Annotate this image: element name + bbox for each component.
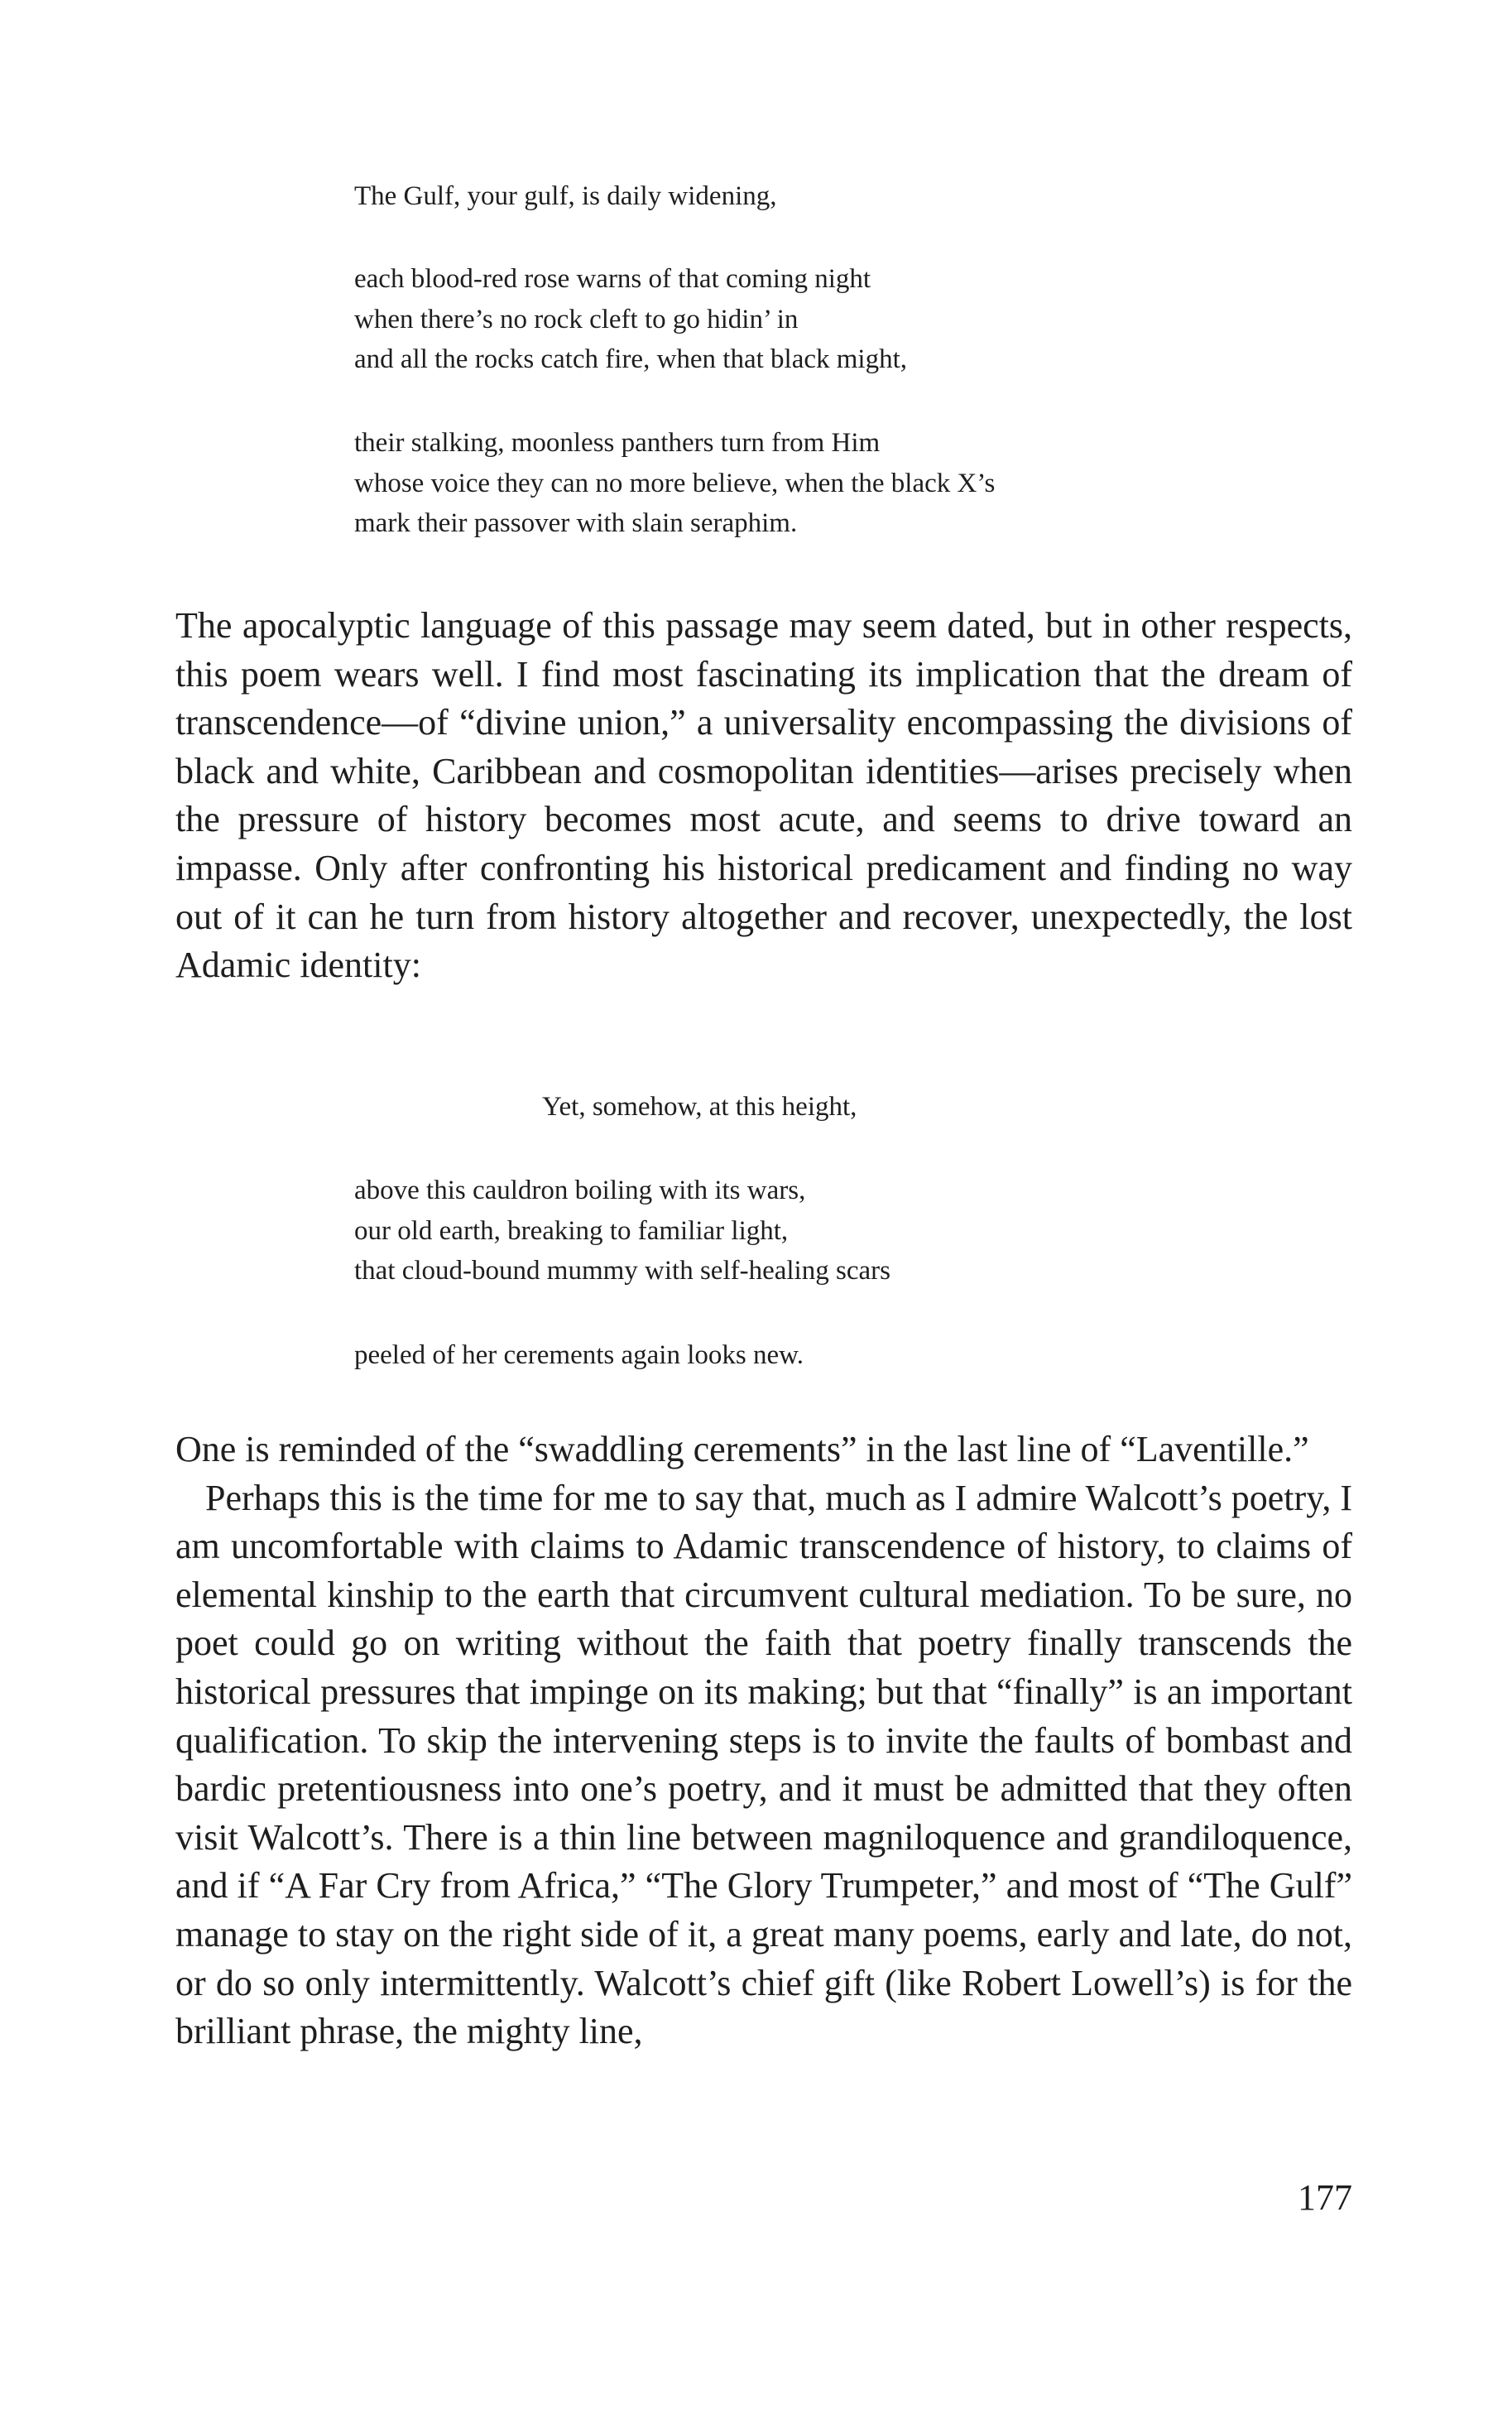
commentary-paragraph: One is reminded of the “swaddling cerements” in the last line of “Laventille.” [175,1429,1309,1469]
poem-1-stanza-3 [354,423,995,544]
poem-line: peeled of her cerements again looks new. [354,1340,804,1370]
poem-line: their stalking, moonless panthers turn from Him [354,428,881,458]
poem-line: each blood-red rose warns of that coming night [354,264,871,294]
poem-line: mark their passover with slain seraphim. [354,508,798,538]
poem-1-stanza-1 [354,176,777,217]
poem-2-stanza-3 [354,1335,804,1376]
poem-1-stanza-2 [354,259,907,380]
poem-line: The Gulf, your gulf, is daily widening, [354,181,777,211]
commentary-paragraph: The apocalyptic language of this passage may seem dated, but in other respects, this poem wears well. I find most fascinating its implication that the dream of transcendence—of “divine union,” a universality encompassing the divisions of black and white, Caribbean and cosmopolitan identities—arises precisely when the pressure of history becomes most acute, and seems to drive toward an impasse. Only after confronting his historical predicament and finding no way out of it can he turn from history altogether and recover, unexpectedly, the lost Adamic identity: [175,605,1352,986]
commentary-block-1 [175,602,1352,990]
poem-line: and all the rocks catch fire, when that black might, [354,344,908,374]
poem-line: our old earth, breaking to familiar light, [354,1215,789,1246]
commentary-block-2 [175,1426,1352,2056]
page-number: 177 [1298,2177,1352,2218]
poem-line: whose voice they can no more believe, when the black X’s [354,468,996,498]
poem-line: that cloud-bound mummy with self-healing scars [354,1256,890,1286]
poem-line: Yet, somehow, at this height, [542,1092,857,1122]
poem-2-stanza-2 [354,1171,890,1291]
poem-line: above this cauldron boiling with its wars, [354,1176,806,1205]
poem-2-stanza-1 [542,1087,857,1128]
commentary-paragraph: Perhaps this is the time for me to say that, much as I admire Walcott’s poetry, I am uncomfortable with claims to Adamic transcendence of history, to claims of elemental kinship to the earth that circumvent cultural mediation. To be sure, no poet could go on writing without the faith that poetry finally transcends the historical pressures that impinge on its making; but that “finally” is an important qualification. To skip the intervening steps is to invite the faults of bombast and bardic pretentiousness into one’s poetry, and it must be admitted that they often visit Walcott’s. There is a thin line between magniloquence and grandiloquence, and if “A Far Cry from Africa,” “The Glory Trumpeter,” and most of “The Gulf” manage to stay on the right side of it, a great many poems, early and late, do not, or do so only intermittently. Walcott’s chief gift (like Robert Lowell’s) is for the brilliant phrase, the mighty line, [175,1477,1352,2052]
poem-line: when there’s no rock cleft to go hidin’ in [354,304,799,334]
